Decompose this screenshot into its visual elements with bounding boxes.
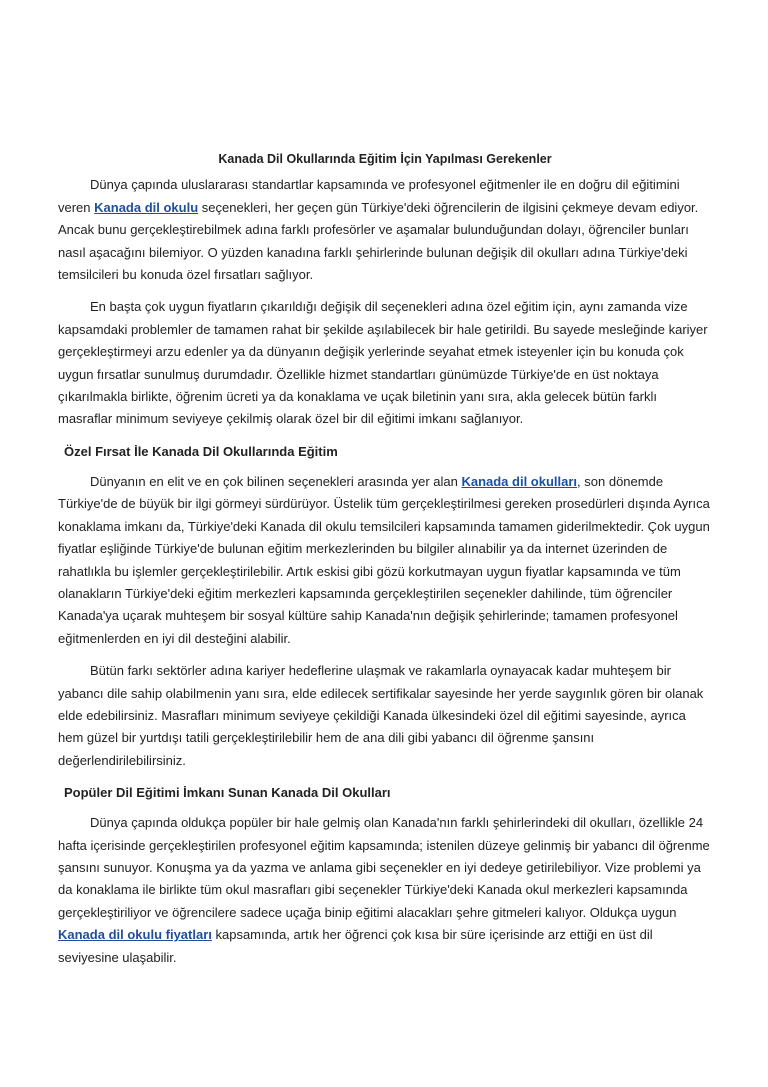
kanada-dil-okulu-link[interactable]: Kanada dil okulu: [94, 199, 199, 215]
section-heading-1: Özel Fırsat İle Kanada Dil Okullarında Eğitim: [64, 443, 338, 459]
document-page: [58, 148, 712, 979]
paragraph-text: Dünya çapında uluslararası standartlar kapsamında ve profesyonel eğitmenler ile en doğru dil eğitimini veren: [58, 177, 680, 215]
paragraph-4: Bütün farkı sektörler adına kariyer hedeflerine ulaşmak ve rakamlarla oynayacak kadar muhteşem bir yabancı dile sahip olabilmenin yanı sıra, elde edilecek sertifikalar sayesinde her yerde saygınlık gören bir olanak elde edebilirsiniz. Masrafları minimum seviyeye çekildiği Kanada ülkesindeki özel dil eğitimi sayesinde, ayrıca hem güzel bir yurtdışı tatili gerçekleştirilebilir hem de ana dili gibi yabancı dil öğrenme şansını değerlendirilebilirsiniz.: [58, 663, 704, 768]
paragraph-text: , son dönemde Türkiye'de de büyük bir ilgi görmeyi sürdürüyor. Üstelik tüm gerçekleştirilmesi gereken prosedürleri dışında Ayrıca konaklama imkanı da, Türkiye'deki Kanada dil okulu temsilcileri kapsamında tamamen giderilmektedir. Çok uygun fiyatlar eşliğinde Türkiye'de bulunan eğitim merkezlerinden bu bilgiler alınabilir ya da internet üzerinden de rahatlıkla bu işlemler gerçekleştirilebilir. Artık eskisi gibi gözü korkutmayan uygun fiyatlar kapsamında ve tüm olanakların Türkiye'deki eğitim merkezleri kapsamında gerçekleştirilen seçenekler dahilinde, tüm öğrenciler Kanada'ya uçarak muhteşem bir sosyal kültüre sahip Kanada'nın değişik şehirlerinde; tamamen profesyonel eğitmenlerden en iyi dil desteğini alabilir.: [58, 473, 710, 646]
paragraph-3: [58, 471, 712, 650]
kanada-dil-okullari-link[interactable]: Kanada dil okulları: [461, 473, 578, 489]
section-heading-2: Popüler Dil Eğitimi İmkanı Sunan Kanada Dil Okulları: [64, 785, 391, 801]
paragraph-text: Dünyanın en elit ve en çok bilinen seçenekleri arasında yer alan: [90, 473, 462, 489]
paragraph-2: En başta çok uygun fiyatların çıkarıldığı değişik dil seçenekleri adına özel eğitim için, aynı zamanda vize kapsamdaki problemler de tamamen rahat bir şekilde aşılabilecek bir hale getirildi. Bu sayede mesleğinde kariyer gerçekleştirmeyi arzu edenler ya da dünyanın değişik yerlerinde seyahat etmek isteyenler için bu konuda çok uygun fırsatlar sunulmuş durumdadır. Özellikle hizmet standartları günümüzde Türkiye'de en üst noktaya çıkarılmakla birlikte, öğrenim ücreti ya da konaklama ve uçak biletinin yanı sıra, akla gelecek bütün farklı masraflar minimum seviyeye çekilmiş olarak özel bir dil eğitimi imkanı sağlanıyor.: [58, 299, 708, 427]
paragraph-text: seçenekleri, her geçen gün Türkiye'deki öğrencilerin de ilgisini çekmeye devam ediyor. Ancak bunu gerçekleştirebilmek adına farklı profesörler ve aşamalar bulunduğundan dolayı, öğrenciler bunları nasıl aşacağını bilemiyor. O yüzden kanadına farklı şehirlerinde bulunan değişik dil okulları adına Türkiye'deki temsilcileri bu konuda özel fırsatları sağlıyor.: [58, 199, 699, 283]
kanada-dil-okulu-fiyatlari-link[interactable]: Kanada dil okulu fiyatları: [58, 927, 212, 943]
paragraph-5: [58, 812, 712, 969]
paragraph-text: kapsamında, artık her öğrenci çok kısa bir süre içerisinde arz ettiği en üst dil seviyesine ulaşabilir.: [58, 927, 653, 965]
document-title: Kanada Dil Okullarında Eğitim İçin Yapılması Gerekenler: [218, 152, 552, 166]
paragraph-text: Dünya çapında oldukça popüler bir hale gelmiş olan Kanada'nın farklı şehirlerindeki dil okulları, özellikle 24 hafta içerisinde gerçekleştirilen profesyonel eğitim kapsamında; istenilen düzeye gelinmiş bir yabancı dil öğrenme şansını sunuyor. Konuşma ya da yazma ve anlama gibi seçenekler en iyi dedeye getirilebiliyor. Vize problemi ya da konaklama ile birlikte tüm okul masrafları gibi seçenekler Türkiye'deki Kanada okul merkezleri kapsamında gerçekleştiriliyor ve öğrencilere sadece uçağa binip eğitimi alacakları şehre gitmeleri kalıyor. Oldukça uygun: [58, 815, 710, 920]
paragraph-1: [58, 174, 712, 286]
